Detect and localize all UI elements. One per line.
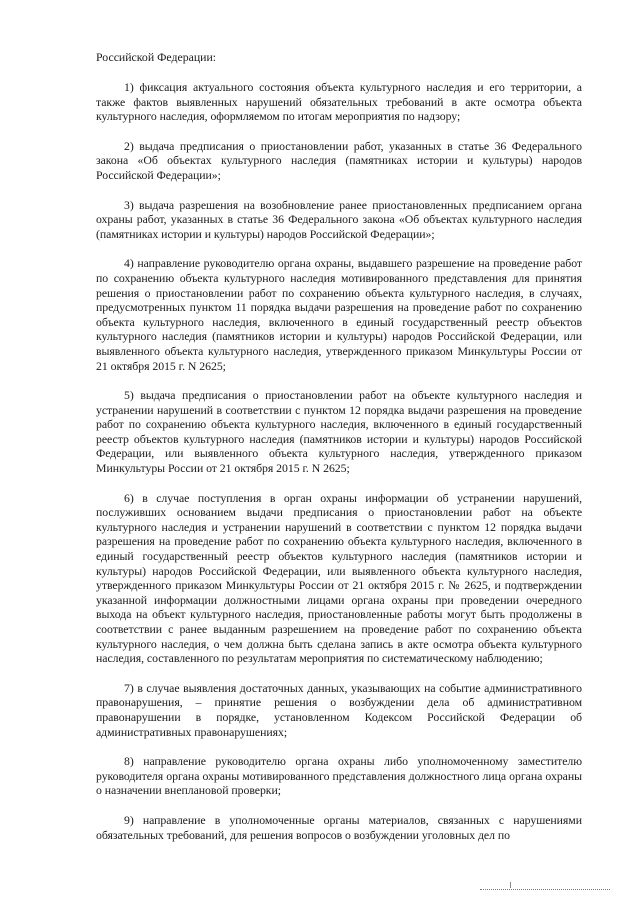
list-item-5: 5) выдача предписания о приостановлении работ на объекте культурного наследия и устранении нарушений в соответствии с пунктом 12 порядка выдачи разрешения на проведение работ по сохранению объекта культурного наследия, включенного в единый государственный реестр объектов культурного наследия (памятников истории и культуры) народов Российской Федерации, или выявленного объекта культурного наследия, утвержденного приказом Минкультуры России от 21 октября 2015 г. N 2625;: [96, 388, 582, 476]
scan-mark: [510, 882, 511, 888]
list-item-1: 1) фиксация актуального состояния объекта культурного наследия и его территории, а также фактов выявленных нарушений обязательных требований в акте осмотра объекта культурного наследия, оформляемом по итогам мероприятия по надзору;: [96, 80, 582, 124]
list-item-9: 9) направление в уполномоченные органы материалов, связанных с нарушениями обязательных требований, для решения вопросов о возбуждении уголовных дел по: [96, 812, 582, 842]
list-item-2: 2) выдача предписания о приостановлении работ, указанных в статье 36 Федерального закона «Об объектах культурного наследия (памятниках истории и культуры) народов Российской Федерации»;: [96, 138, 582, 182]
footer-dotted-line: [480, 889, 610, 891]
list-item-8: 8) направление руководителю органа охраны либо уполномоченному заместителю руководителя органа охраны мотивированного представления должностного лица органа охраны о назначении внеплановой проверки;: [96, 754, 582, 798]
continuation-line: Российской Федерации:: [96, 50, 217, 64]
list-item-7: 7) в случае выявления достаточных данных, указывающих на событие административного правонарушения, – принятие решения о возбуждении дела об административном правонарушении в порядке, установленном Кодексом Российской Федерации об административных правонарушениях;: [96, 680, 582, 739]
list-item-3: 3) выдача разрешения на возобновление ранее приостановленных предписанием органа охраны работ, указанных в статье 36 Федерального закона «Об объектах культурного наследия (памятниках истории и культуры) народов Российской Федерации»;: [96, 197, 582, 241]
list-item-4: 4) направление руководителю органа охраны, выдавшего разрешение на проведение работ по сохранению объекта культурного наследия мотивированного представления для принятия решения о приостановлении работ по сохранению объекта культурного наследия, в случаях, предусмотренных пунктом 11 порядка выдачи разрешения на проведение работ по сохранению объекта культурного наследия, включенного в единый государственный реестр объектов культурного наследия (памятников истории и культуры) народов Российской Федерации, или выявленного объекта культурного наследия, утвержденного приказом Минкультуры России от 21 октября 2015 г. N 2625;: [96, 256, 582, 373]
list-item-6: 6) в случае поступления в орган охраны информации об устранении нарушений, послуживших основанием выдачи предписания о приостановлении работ на объекте культурного наследия и устранении нарушений в соответствии с пунктом 12 порядка выдачи разрешения на проведение работ по сохранению объекта культурного наследия, включенного в единый государственный реестр объектов культурного наследия (памятников истории и культуры) народов Российской Федерации, или выявленного объекта культурного наследия, утвержденного приказом Минкультуры России от 21 октября 2015 г. № 2625, и подтверждении указанной информации должностными лицами органа охраны при проведении очередного выхода на объект культурного наследия, приостановленные работы могут быть продолжены в соответствии с ранее выданным разрешением на проведение работ по сохранению объекта культурного наследия, о чем должна быть сделана запись в акте осмотра объекта культурного наследия, составленного по результатам мероприятия по систематическому наблюдению;: [96, 490, 582, 666]
